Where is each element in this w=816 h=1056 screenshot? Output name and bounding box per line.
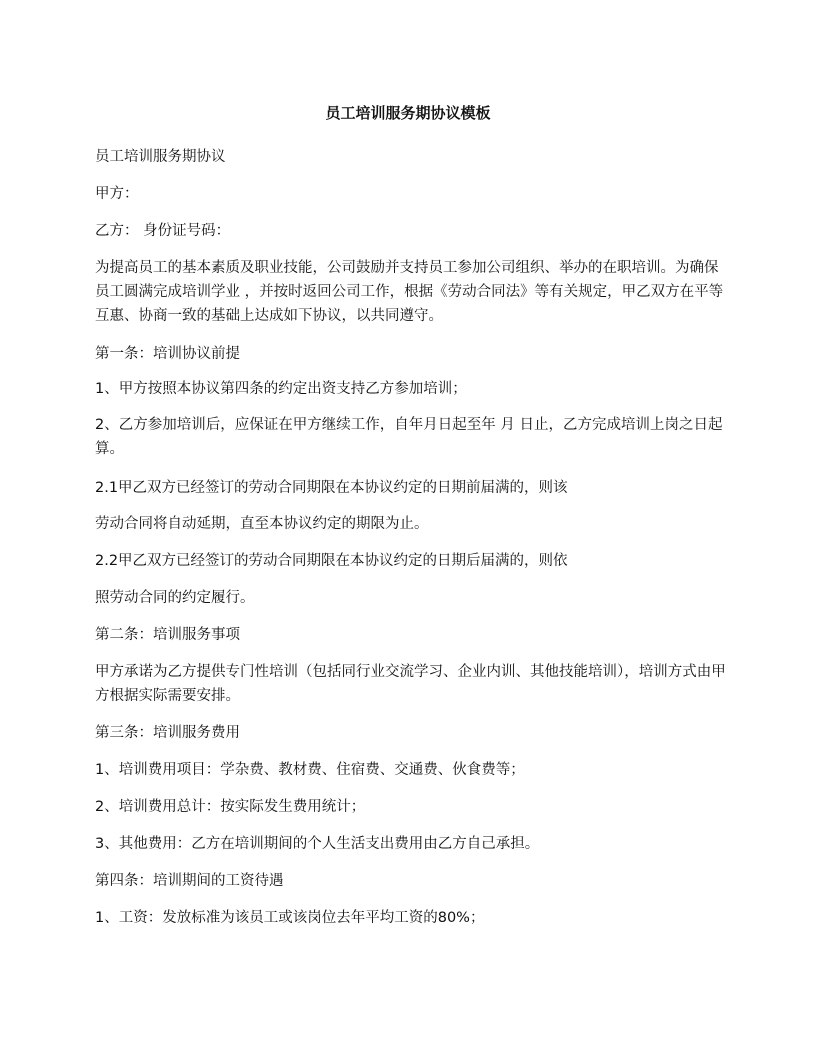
article-4-item-1: 1、工资：发放标准为该员工或该岗位去年平均工资的80%； [95,910,485,926]
document-title: 员工培训服务期协议模板 [325,104,491,122]
article-3-item-2: 2、培训费用总计：按实际发生费用统计； [95,799,366,815]
article-3-heading: 第三条：培训服务费用 [95,725,240,741]
article-1-clause-2-2: 2.2甲乙双方已经签订的劳动合同期限在本协议约定的日期后届满的，则依 [95,553,568,569]
party-a-line: 甲方： [95,186,139,202]
article-3-item-3: 3、其他费用：乙方在培训期间的个人生活支出费用由乙方自己承担。 [95,836,540,852]
article-2-heading: 第二条：培训服务事项 [95,627,240,643]
article-1-clause-2-1: 2.1甲乙双方已经签订的劳动合同期限在本协议约定的日期前届满的，则该 [95,480,568,496]
article-3-item-1: 1、培训费用项目：学杂费、教材费、住宿费、交通费、伙食费等； [95,762,525,778]
article-1-heading: 第一条：培训协议前提 [95,346,240,362]
party-b-line: 乙方： 身份证号码： [95,223,231,239]
article-1-item-1: 1、甲方按照本协议第四条的约定出资支持乙方参加培训； [95,381,467,397]
article-1-clause-2-2-cont: 照劳动合同的约定履行。 [95,590,255,606]
agreement-name: 员工培训服务期协议 [95,149,226,165]
article-1-clause-2-1-cont: 劳动合同将自动延期，直至本协议约定的期限为止。 [95,516,429,532]
article-4-heading: 第四条：培训期间的工资待遇 [95,873,284,889]
preamble-paragraph: 为提高员工的基本素质及职业技能，公司鼓励并支持员工参加公司组织、举办的在职培训。为确保员工圆满完成培训学业 ，并按时返回公司工作，根据《劳动合同法》等有关规定，甲乙双方在平等互惠、协商一致的基础上达成如下协议，以共同遵守。 [95,260,724,324]
article-2-body: 甲方承诺为乙方提供专门性培训（包括同行业交流学习、企业内训、其他技能培训），培训方式由甲方根据实际需要安排。 [95,664,726,704]
article-1-item-2: 2、乙方参加培训后，应保证在甲方继续工作，自年月日起至年 月 日止，乙方完成培训上岗之日起算。 [95,417,723,457]
